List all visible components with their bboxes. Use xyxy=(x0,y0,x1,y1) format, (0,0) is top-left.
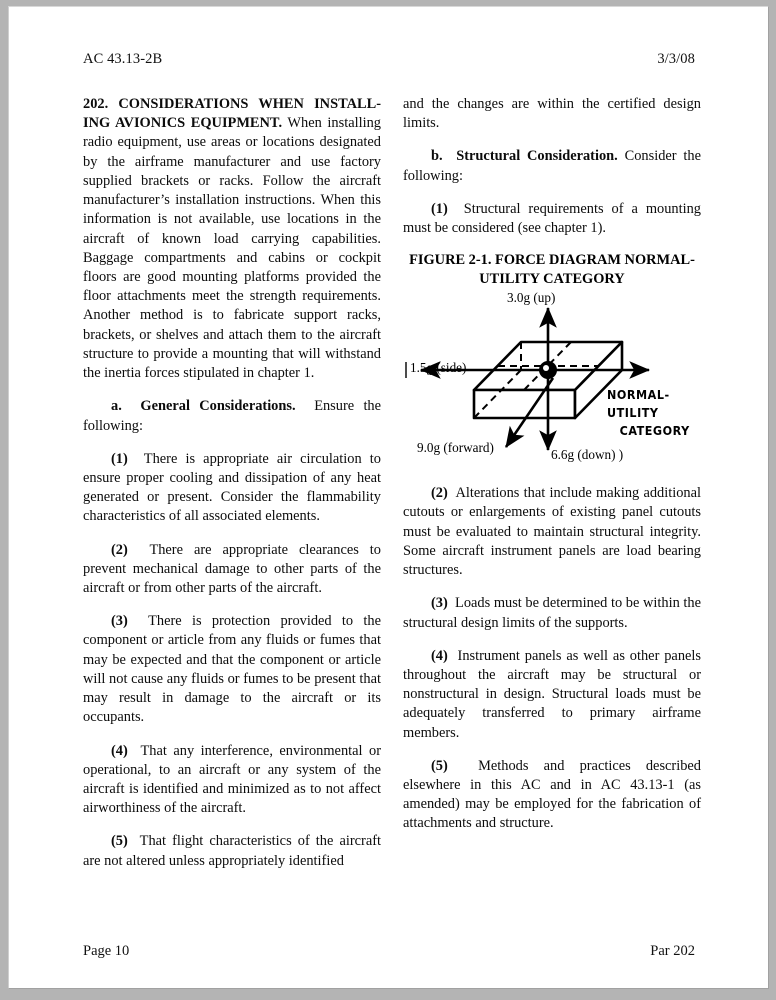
right-column xyxy=(403,95,701,885)
item-text: That any interference, environmental or operational, to an aircraft or any system of the aircraft is identified and minimized as to not affect airworthiness of the aircraft. xyxy=(83,742,381,817)
item-text: There is protection provided to the component or article from any fluids or fumes that may be expected and that the component or article will not cause any fluids or fumes to be present that may result in damage to the aircraft or its occupants. xyxy=(83,613,381,726)
item-number: (2) xyxy=(111,541,128,558)
item-text: That flight characteristics of the aircraft are not altered unless appropriately identified xyxy=(83,833,381,869)
section-202-body: When installing radio equipment, use areas or locations designated by the airframe manufacturer and use factory supplied brackets or racks. Follow the aircraft manufacturer’s installation instructions. When this information is not available, use locations in the aircraft of known load carrying capabilities. Baggage compartments and cabins or cockpit floors are good mounting platforms provided the floor attachments meet the strength requirements. Another method is to fabricate support racks, brackets, or shelves and attach them to the aircraft structure to provide a mounting that will withstand the inertia forces stipulated in chapter 1. xyxy=(83,115,381,382)
item-number: (4) xyxy=(431,647,448,664)
section-202-heading: CONSIDERATIONS WHEN INSTALL-ING AVIONICS EQUIPMENT. xyxy=(83,96,381,132)
item-text: Loads must be determined to be within the structural design limits of the supports. xyxy=(403,595,701,631)
item-text: Methods and practices described elsewhere in this AC and in AC 43.13-1 (as amended) may be employed for the fabrication of attachments and structure. xyxy=(403,757,701,832)
header-document-number: AC 43.13-2B xyxy=(83,51,163,67)
item-number: (2) xyxy=(431,485,448,502)
label-category-line-2: CATEGORY xyxy=(619,423,690,439)
force-diagram-illustration xyxy=(403,290,701,478)
item-number: (1) xyxy=(431,200,448,217)
page-header xyxy=(83,51,695,68)
list-item xyxy=(403,594,701,632)
footer-paragraph-ref: Par 202 xyxy=(650,943,695,959)
figure-caption-line-2: UTILITY CATEGORY xyxy=(479,270,625,287)
item-number: (5) xyxy=(431,757,448,774)
item-number: (5) xyxy=(111,833,128,850)
item-a-label: a. xyxy=(111,398,122,415)
list-item xyxy=(83,832,381,870)
item-text: There are appropriate clearances to prevent mechanical damage to other parts of the aircraft or from other parts of the aircraft. xyxy=(83,541,382,597)
item-a-paragraph xyxy=(83,397,381,435)
item-text: Structural requirements of a mounting must be considered (see chapter 1). xyxy=(403,200,701,237)
figure-caption-line-1: FIGURE 2-1. FORCE DIAGRAM NORMAL- xyxy=(409,252,695,269)
list-item xyxy=(83,450,381,527)
slab-front-face xyxy=(474,390,575,418)
list-item xyxy=(403,200,701,238)
label-force-side: 1.5g (side) xyxy=(410,360,467,376)
document-page xyxy=(8,6,768,988)
list-item xyxy=(403,757,701,834)
center-of-gravity-highlight xyxy=(543,365,549,371)
item-number: (1) xyxy=(111,450,128,467)
item-a-body: Ensure the following: xyxy=(83,398,382,434)
page-footer xyxy=(83,943,695,960)
item-text: Instrument panels as well as other panels throughout the aircraft may be structural or nonstructural in design. Structural loads must be adequately transferred to primary airframe members. xyxy=(403,647,702,741)
left-column xyxy=(83,95,381,885)
list-item xyxy=(83,612,381,727)
item-a-heading: General Considerations. xyxy=(140,398,296,415)
item-b-paragraph xyxy=(403,147,701,185)
item-b-label: b. xyxy=(431,148,443,165)
label-force-up: 3.0g (up) xyxy=(507,290,556,306)
section-202-number: 202. xyxy=(83,96,109,112)
section-202-paragraph xyxy=(83,95,381,383)
two-column-body xyxy=(83,95,701,885)
label-category xyxy=(607,386,692,440)
item-b-body: Consider the following: xyxy=(403,148,701,184)
item-number: (3) xyxy=(431,595,448,612)
continuation-paragraph: and the changes are within the certified design limits. xyxy=(403,96,701,132)
list-item xyxy=(83,742,381,819)
footer-page-label: Page 10 xyxy=(83,943,130,959)
header-date: 3/3/08 xyxy=(657,51,695,67)
item-text: There is appropriate air circulation to ensure proper cooling and dissipation of any heat generated or present. Consider the flammability characteristics of all associated elements. xyxy=(83,450,381,525)
list-item xyxy=(403,647,701,743)
figure-2-1 xyxy=(403,251,701,478)
item-number: (3) xyxy=(111,613,128,630)
item-text: Alterations that include making additional cutouts or enlargements of existing panel cutouts must be evaluated to maintain structural integrity. Some aircraft instrument panels are load bearing structures. xyxy=(403,485,702,579)
label-force-forward: 9.0g (forward) xyxy=(417,440,494,456)
figure-caption xyxy=(403,251,701,288)
label-category-line-1: NORMAL-UTILITY xyxy=(607,387,670,421)
list-item xyxy=(403,484,701,580)
label-force-down: 6.6g (down) ) xyxy=(551,447,624,463)
item-b-heading: Structural Consideration. xyxy=(456,148,618,165)
list-item xyxy=(83,541,381,599)
item-number: (4) xyxy=(111,742,128,759)
